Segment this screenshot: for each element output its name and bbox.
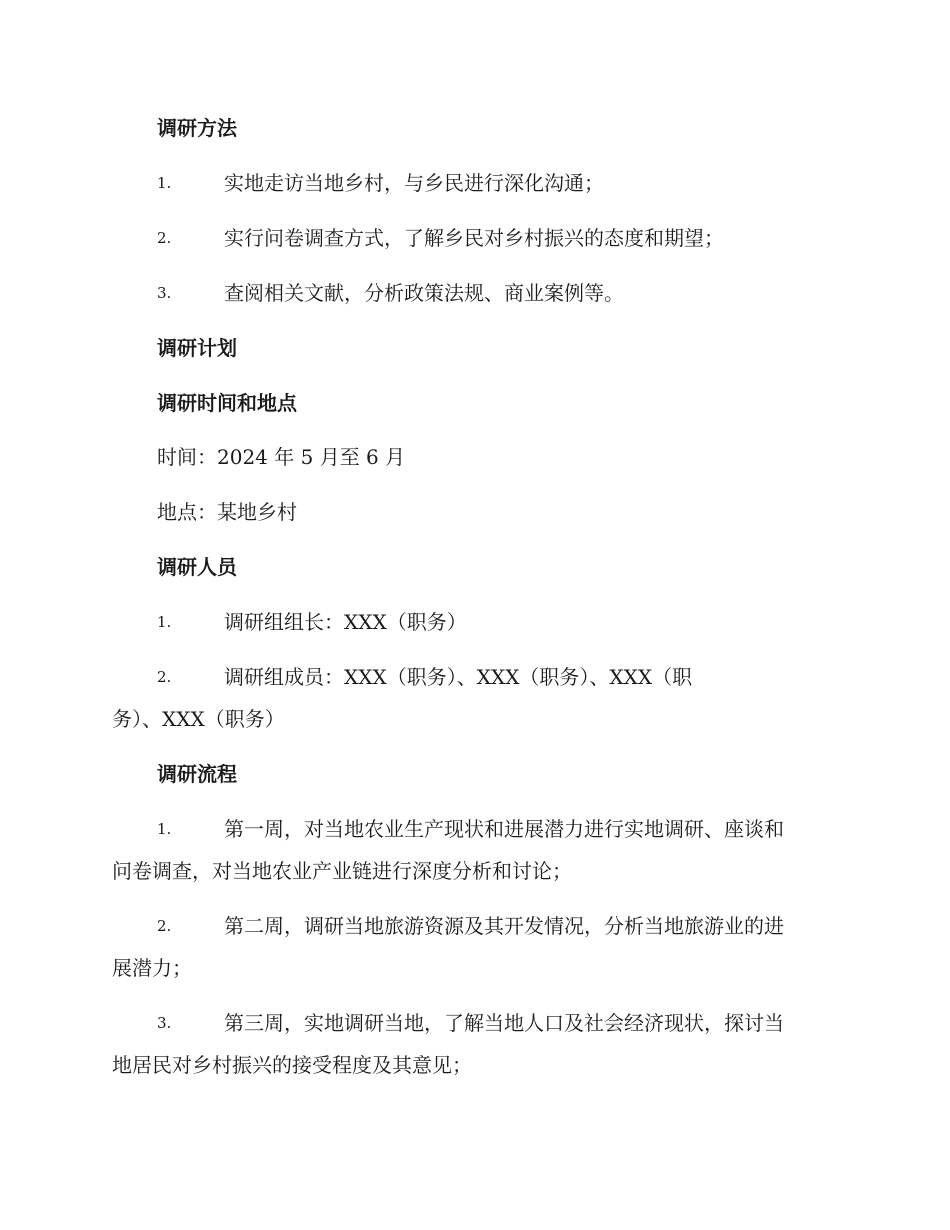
section-heading-process: 调研流程 [157,762,237,786]
list-number: 3. [157,1014,172,1032]
section-heading-methods: 调研方法 [157,116,237,140]
section-heading-staff: 调研人员 [157,555,237,579]
list-number: 3. [157,284,172,302]
list-text-continued: 展潜力； [112,956,192,980]
list-text: 调研组组长：XXX（职务） [224,610,467,634]
list-text: 查阅相关文献，分析政策法规、商业案例等。 [224,281,624,305]
list-number: 2. [157,668,172,686]
section-heading-time-place: 调研时间和地点 [157,391,297,415]
place-line: 地点：某地乡村 [157,500,297,524]
list-text: 第二周，调研当地旅游资源及其开发情况，分析当地旅游业的进 [224,914,784,938]
list-item [112,169,836,197]
list-number: 1. [157,820,172,838]
list-item [112,1009,836,1079]
section-heading-plan: 调研计划 [157,336,237,360]
list-text: 实行问卷调查方式，了解乡民对乡村振兴的态度和期望； [224,226,724,250]
list-text-continued: 问卷调查，对当地农业产业链进行深度分析和讨论； [112,859,572,883]
list-text-continued: 地居民对乡村振兴的接受程度及其意见； [112,1053,472,1077]
list-text-continued: 务）、XXX（职务） [112,707,285,731]
list-text: 调研组成员：XXX（职务）、XXX（职务）、XXX（职 [224,665,693,689]
list-number: 1. [157,613,172,631]
list-number: 2. [157,917,172,935]
list-text: 实地走访当地乡村，与乡民进行深化沟通； [224,171,604,195]
list-number: 1. [157,174,172,192]
list-text: 第一周，对当地农业生产现状和进展潜力进行实地调研、座谈和 [224,817,784,841]
list-item [112,279,836,307]
list-item [112,224,836,252]
list-item [112,663,836,733]
list-item [112,912,836,982]
time-line: 时间：2024 年 5 月至 6 月 [157,445,406,469]
list-number: 2. [157,229,172,247]
list-item [112,815,836,885]
list-item [112,608,836,636]
list-text: 第三周，实地调研当地，了解当地人口及社会经济现状，探讨当 [224,1011,784,1035]
